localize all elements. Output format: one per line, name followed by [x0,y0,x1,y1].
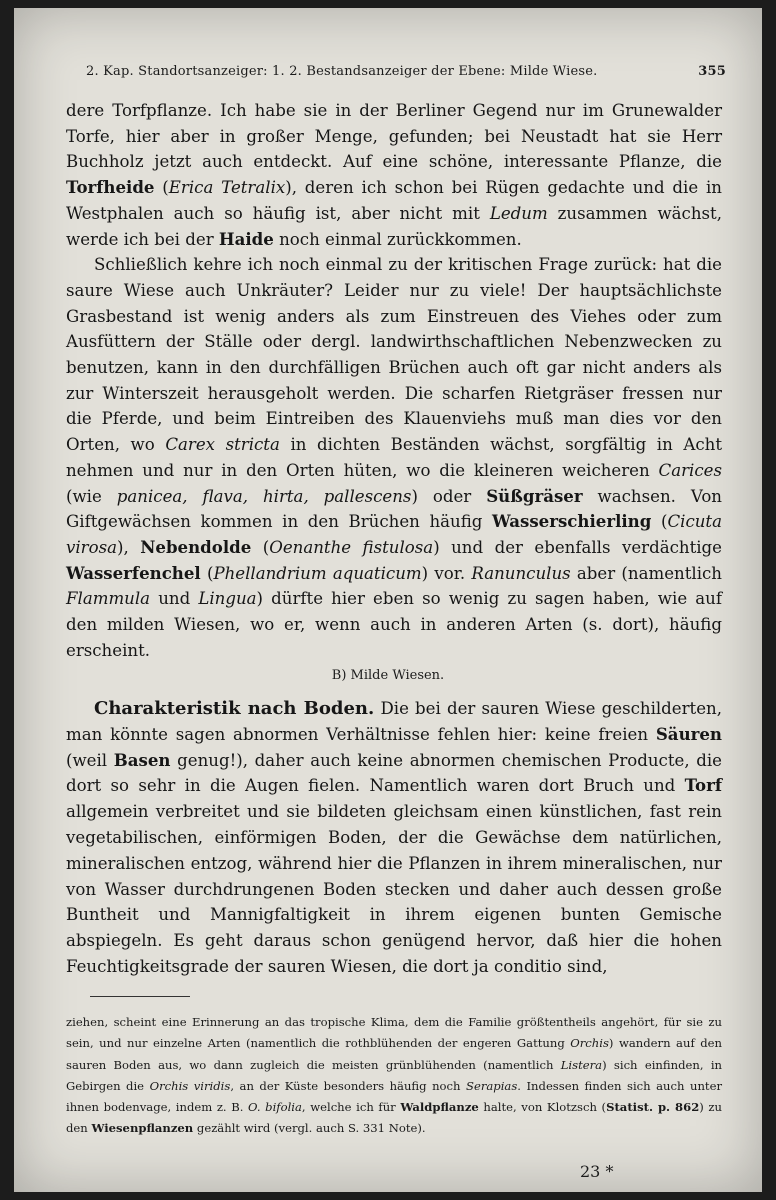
footnote: ziehen, scheint eine Erinnerung an das tropische Klima, dem die Familie größtentheils angehört, für sie zu sein, und nur einzelne Arten (namentlich die rothblühenden der engeren Gattung Orchis) wandern auf den sauren Boden aus, wo dann zugleich die meisten grünblühenden (namentlich Listera) sich einfinden, in Gebirgen die Orchis viridis, an der Küste besonders häufig noch Serapias. Indessen finden sich auch unter ihnen bodenvage, indem z. B. O. bifolia, welche ich für Waldpflanze halte, von Klotzsch (Statist. p. 862) zu den Wiesenpflanzen gezählt wird (vergl. auch S. 331 Note). [66,1015,722,1136]
paragraph-1: dere Torfpflanze. Ich habe sie in der Berliner Gegend nur im Grunewalder Torfe, hier aber in großer Menge, gefunden; bei Neustadt hat sie Herr Buchholz jetzt auch entdeckt. Auf eine schöne, interessante Pflanze, die Torfheide (Erica Tetralix), deren ich schon bei Rügen gedachte und die in Westphalen auch so häufig ist, aber nicht mit Ledum zusammen wächst, werde ich bei der Haide noch einmal zurückkommen. [66,101,722,249]
main-text-bottom [66,696,722,980]
paragraph-2: Schließlich kehre ich noch einmal zu der kritischen Frage zurück: hat die saure Wiese auch Unkräuter? Leider nur zu viele! Der hauptsächlichste Grasbestand ist wenig anders als zum Einstreuen des Viehes oder zum Ausfüttern der Ställe oder dergl. landwirthschaftlichen Nebenzwecken zu benutzen, kann in den durchfälligen Brüchen auch oft gar nicht anders als zur Winterszeit herausgeholt werden. Die scharfen Rietgräser fressen nur die Pferde, und beim Eintreiben des Klauenviehs muß man dies vor den Orten, wo Carex stricta in dichten Beständen wächst, sorgfältig in Acht nehmen und nur in den Orten hüten, wo die kleineren weicheren Carices (wie panicea, flava, hirta, pallescens) oder Süßgräser wachsen. Von Giftgewächsen kommen in den Brüchen häufig Wasserschierling (Cicuta virosa), Nebendolde (Oenanthe fistulosa) und der ebenfalls verdächtige Wasserfenchel (Phellandrium aquaticum) vor. Ranunculus aber (namentlich Flammula und Lingua) dürfte hier eben so wenig zu sagen haben, wie auf den milden Wiesen, wo er, wenn auch in anderen Arten (s. dort), häufig erscheint. [66,255,722,660]
running-head-text: 2. Kap. Standortsanzeiger: 1. 2. Bestandsanzeiger der Ebene: Milde Wiese. [86,64,598,79]
section-heading: B) Milde Wiesen. [331,668,445,683]
page-number: 355 [698,64,726,79]
signature-mark: 23 * [580,1162,614,1181]
paragraph-3: Charakteristik nach Boden. Die bei der sauren Wiese geschilderten, man könnte sagen abnormen Verhältnisse fehlen hier: keine freien Säuren (weil Basen genug!), daher auch keine abnormen chemischen Producte, die dort so sehr in die Augen fielen. Namentlich waren dort Bruch und Torf allgemein verbreitet und sie bildeten gleichsam einen künstlichen, fast rein vegetabilischen, einförmigen Boden, der die Gewächse dem natürlichen, mineralischen entzog, während hier die Pflanzen in ihrem mineralischen, nur von Wasser durchdrungenen Boden stecken und daher auch dessen große Buntheit und Mannigfaltigkeit in ihrem eigenen bunten Gemische abspiegeln. Es geht daraus schon genügend hervor, daß hier die hohen Feuchtigkeitsgrade der sauren Wiesen, die dort ja conditio sind, [66,698,723,976]
main-text-top [66,98,722,663]
footnote-divider [90,996,190,997]
book-page [14,8,762,1192]
paragraph-lead: Charakteristik nach Boden. [94,698,375,719]
running-header [86,64,726,79]
